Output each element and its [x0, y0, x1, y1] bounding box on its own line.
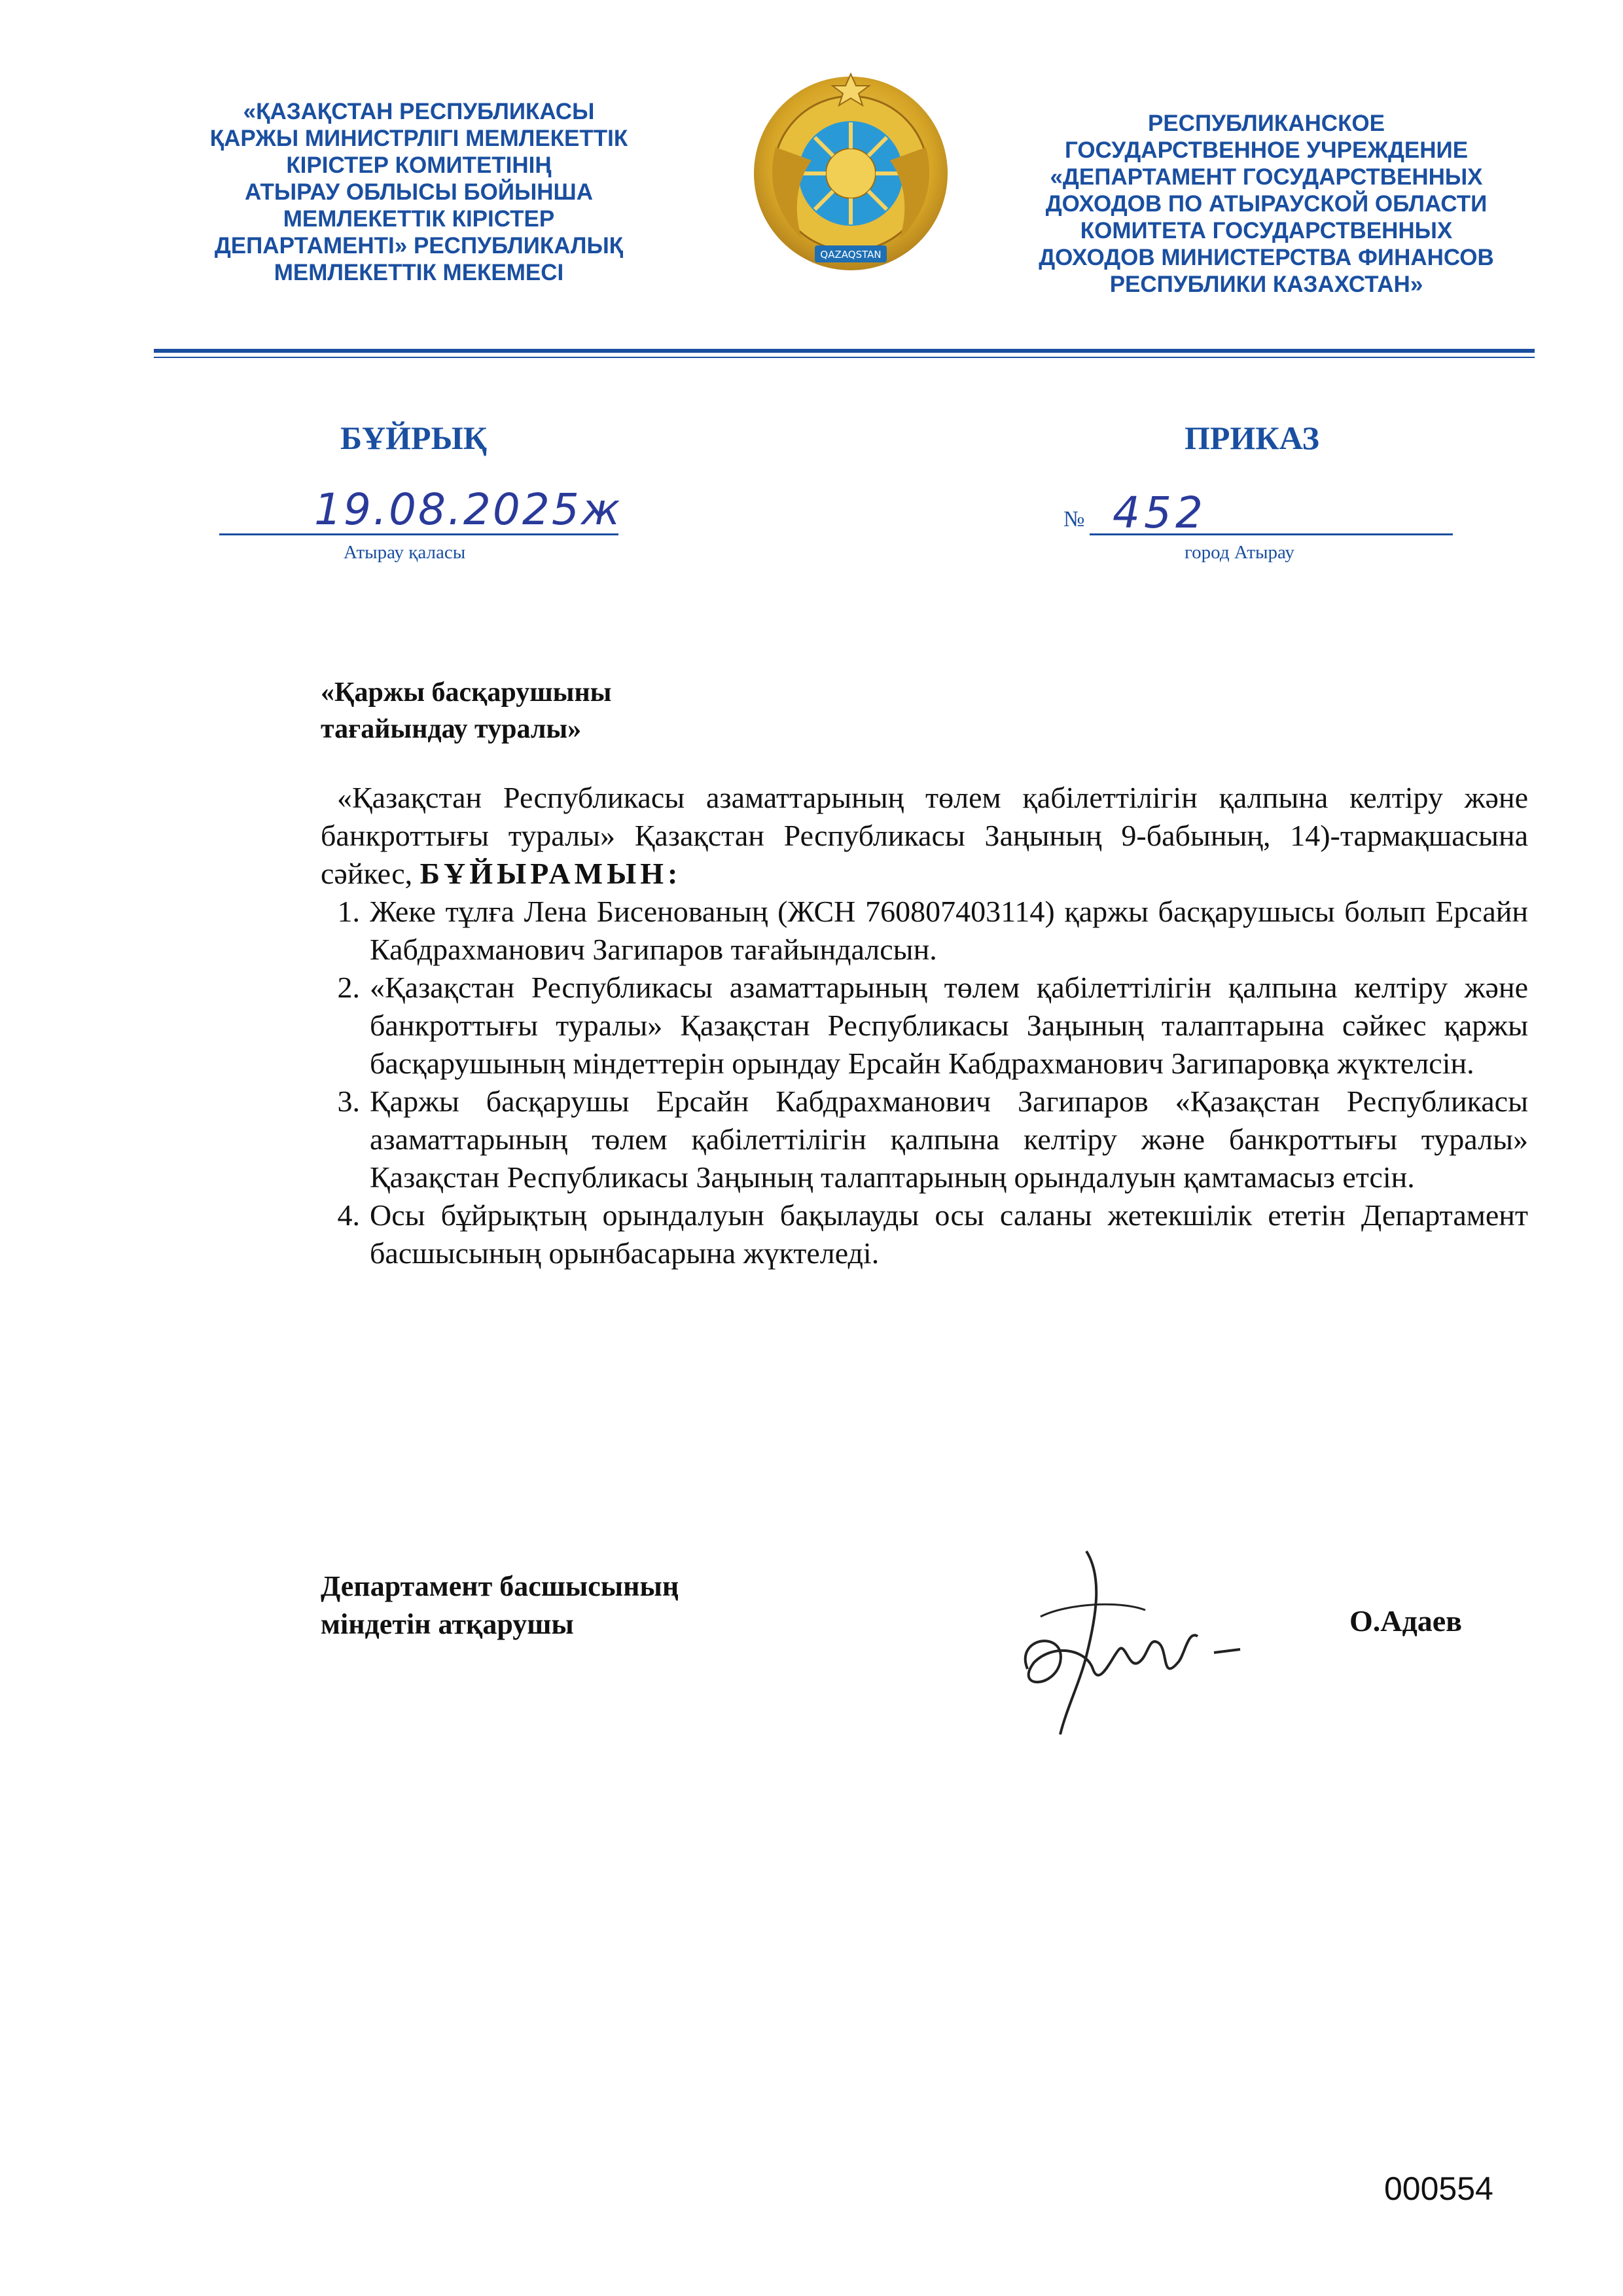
order-body	[321, 779, 1528, 1272]
subject-line: тағайындау туралы»	[321, 714, 582, 744]
preamble-paragraph	[321, 779, 1528, 893]
document-serial-number: 000554	[1384, 2170, 1493, 2207]
order-items-list	[321, 893, 1528, 1272]
header-left-line: МЕМЛЕКЕТТІК КІРІСТЕР	[283, 206, 555, 232]
header-left-line: МЕМЛЕКЕТТІК МЕКЕМЕСІ	[274, 260, 564, 285]
item-number: 2.	[337, 971, 360, 1004]
header-left-org-kz	[151, 98, 687, 286]
subject-line: «Қаржы басқарушыны	[321, 677, 612, 708]
order-item	[337, 1083, 1528, 1196]
header-left-line: «ҚАЗАҚСТАН РЕСПУБЛИКАСЫ	[243, 99, 595, 124]
header-right-line: ДОХОДОВ МИНИСТЕРСТВА ФИНАНСОВ	[1039, 245, 1494, 270]
signatory-name: О.Адаев	[1349, 1604, 1463, 1638]
order-subject	[321, 674, 779, 747]
header-right-org-ru	[985, 110, 1548, 298]
order-item	[337, 969, 1528, 1083]
item-number: 1.	[337, 895, 360, 928]
item-text: Жеке тұлға Лена Бисенованың (ЖСН 760807403114) қаржы басқарушысы болып Ерсайн Кабдрахманович Загипаров тағайындалсын.	[370, 895, 1528, 966]
city-ru-label: город Атырау	[1185, 542, 1294, 563]
item-text: Қаржы басқарушы Ерсайн Кабдрахманович Загипаров «Қазақстан Республикасы азаматтарының төлем қабілеттілігін қалпына келтіру және банкроттығы туралы» Қазақстан Республикасы Заңының талаптарының орындалуын қамтамасыз етсін.	[370, 1085, 1528, 1194]
order-directive-word: БҰЙЫРАМЫН:	[419, 857, 682, 890]
date-underline	[219, 533, 618, 535]
signatory-title-line: міндетін атқарушы	[321, 1608, 574, 1640]
signatory-title	[321, 1568, 679, 1643]
header-right-line: ДОХОДОВ ПО АТЫРАУСКОЙ ОБЛАСТИ	[1045, 191, 1488, 217]
signatory-title-line: Департамент басшысының	[321, 1570, 679, 1602]
preamble-text: «Қазақстан Республикасы азаматтарының төлем қабілеттілігін қалпына келтіру және банкроттығы туралы» Қазақстан Республикасы Заңының 9-бабының, 14)-тармақшасына сәйкес,	[321, 781, 1528, 890]
header-left-line: АТЫРАУ ОБЛЫСЫ БОЙЫНША	[244, 179, 593, 205]
state-emblem-icon	[749, 69, 952, 285]
order-number-handwritten: 452	[1113, 488, 1207, 538]
item-number: 4.	[337, 1198, 360, 1232]
item-text: «Қазақстан Республикасы азаматтарының төлем қабілеттілігін қалпына келтіру және банкроттығы туралы» Қазақстан Республикасы Заңының талаптарына сәйкес қаржы басқарушының міндеттерін орындау Ерсайн Кабдрахманович Загипаровқа жүктелсін.	[370, 971, 1528, 1080]
handwritten-signature	[988, 1538, 1263, 1761]
header-left-line: ҚАРЖЫ МИНИСТРЛІГІ МЕМЛЕКЕТТІК	[209, 126, 628, 151]
item-text: Осы бұйрықтың орындалуын бақылауды осы саланы жетекшілік ететін Департамент басшысының орынбасарына жүктеледі.	[370, 1198, 1528, 1270]
order-item	[337, 893, 1528, 969]
number-underline	[1090, 533, 1453, 535]
header-right-line: РЕСПУБЛИКАНСКОЕ	[1147, 111, 1385, 136]
order-title-kz: БҰЙРЫҚ	[340, 420, 487, 456]
order-item	[337, 1196, 1528, 1272]
emblem-label: QAZAQSTAN	[820, 249, 882, 260]
item-number: 3.	[337, 1085, 360, 1118]
header-right-line: «ДЕПАРТАМЕНТ ГОСУДАРСТВЕННЫХ	[1050, 164, 1483, 190]
header-divider-thin	[154, 357, 1535, 358]
number-sign: №	[1063, 507, 1085, 531]
header-right-line: РЕСПУБЛИКИ КАЗАХСТАН»	[1109, 272, 1423, 297]
header-left-line: КІРІСТЕР КОМИТЕТІНІҢ	[286, 152, 552, 178]
order-date-handwritten: 19.08.2025ж	[314, 484, 622, 535]
order-title-ru: ПРИКАЗ	[1185, 420, 1319, 456]
header-right-line: КОМИТЕТА ГОСУДАРСТВЕННЫХ	[1080, 218, 1453, 243]
header-right-line: ГОСУДАРСТВЕННОЕ УЧРЕЖДЕНИЕ	[1064, 137, 1469, 163]
header-left-line: ДЕПАРТАМЕНТІ» РЕСПУБЛИКАЛЫҚ	[214, 233, 624, 259]
header-divider-thick	[154, 349, 1535, 353]
city-kz-label: Атырау қаласы	[344, 542, 466, 563]
